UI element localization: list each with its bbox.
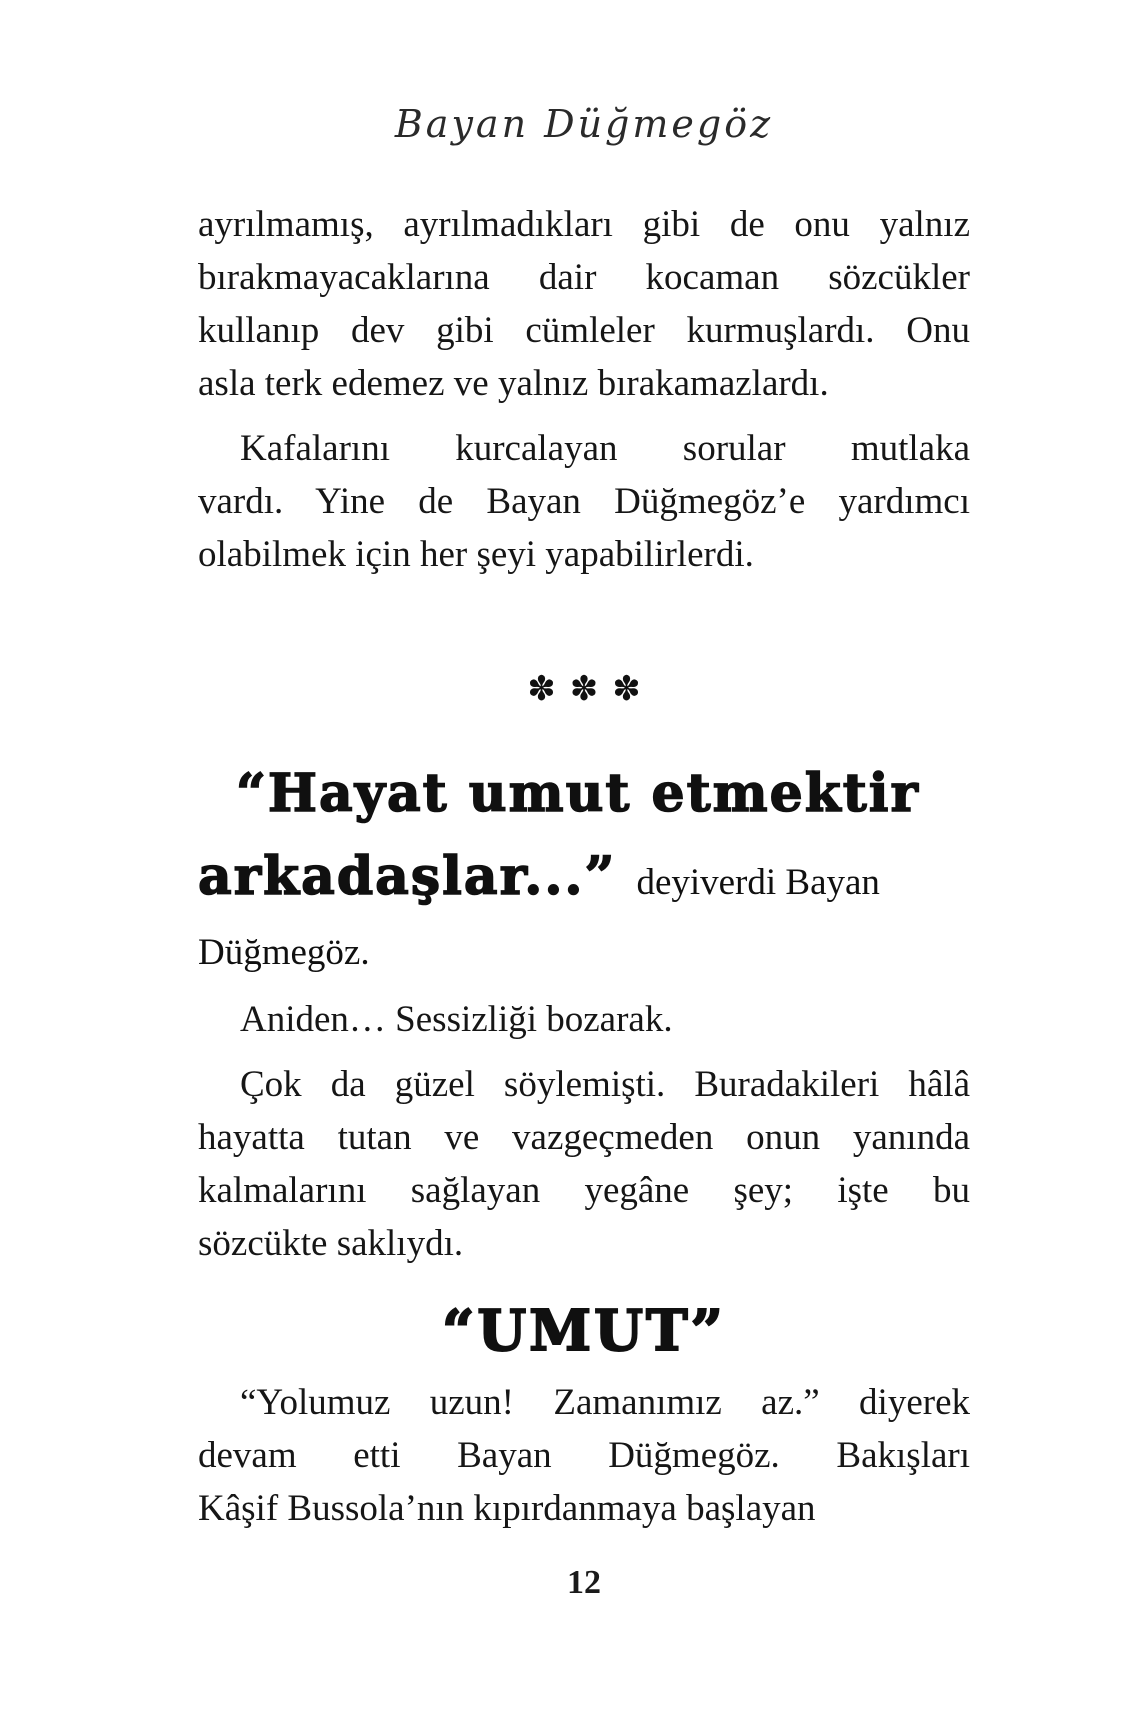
text-column [198, 0, 970, 1605]
quote-display-text: “Hayat umut etmektir [236, 763, 920, 824]
paragraph [198, 1376, 970, 1535]
text-line: vardı. Yine de Bayan Düğmegöz’e yardımcı [198, 481, 970, 522]
text-line: bırakmayacaklarına dair kocaman sözcükler [198, 257, 970, 298]
quote-attribution-tail: Düğmegöz. [198, 932, 370, 973]
text-line: sözcükte saklıydı. [198, 1223, 464, 1264]
text-line: Aniden… Sessizliği bozarak. [240, 999, 673, 1040]
quote-attribution-text: deyiverdi Bayan [636, 862, 880, 903]
text-line: Kafalarını kurcalayan sorular mutlaka [240, 428, 970, 469]
page-number: 12 [567, 1564, 601, 1601]
text-line: asla terk edemez ve yalnız bırakamazlardı. [198, 363, 829, 404]
paragraph [198, 1058, 970, 1270]
bottom-paragraphs [198, 1376, 970, 1535]
running-header: Bayan Düğmegöz [394, 102, 774, 146]
top-paragraphs [198, 198, 970, 581]
text-line: olabilmek için her şeyi yapabilirlerdi. [198, 534, 754, 575]
quote-display-line [198, 759, 970, 842]
paragraph [198, 198, 970, 410]
paragraph [198, 422, 970, 581]
text-line: Çok da güzel söylemişti. Buradakileri hâlâ [240, 1064, 970, 1105]
paragraph [198, 993, 970, 1046]
quote-display-text: arkadaşlar...” [198, 846, 617, 907]
text-line: Kâşif Bussola’nın kıpırdanmaya başlayan [198, 1488, 816, 1529]
quote-block [198, 759, 970, 981]
text-line: devam etti Bayan Düğmegöz. Bakışları [198, 1435, 970, 1476]
text-line: hayatta tutan ve vazgeçmeden onun yanında [198, 1117, 970, 1158]
middle-paragraphs [198, 993, 970, 1270]
text-line: ayrılmamış, ayrılmadıkları gibi de onu yalnız [198, 204, 970, 245]
umut-display-word: “UMUT” [442, 1298, 726, 1364]
text-line: kalmalarını sağlayan yegâne şey; işte bu [198, 1170, 970, 1211]
text-line: “Yolumuz uzun! Zamanımız az.” diyerek [240, 1382, 970, 1423]
text-line: kullanıp dev gibi cümleler kurmuşlardı. Onu [198, 310, 970, 351]
quote-display-line [198, 842, 970, 925]
section-separator-asterisks: ✽✽✽ [527, 669, 655, 709]
